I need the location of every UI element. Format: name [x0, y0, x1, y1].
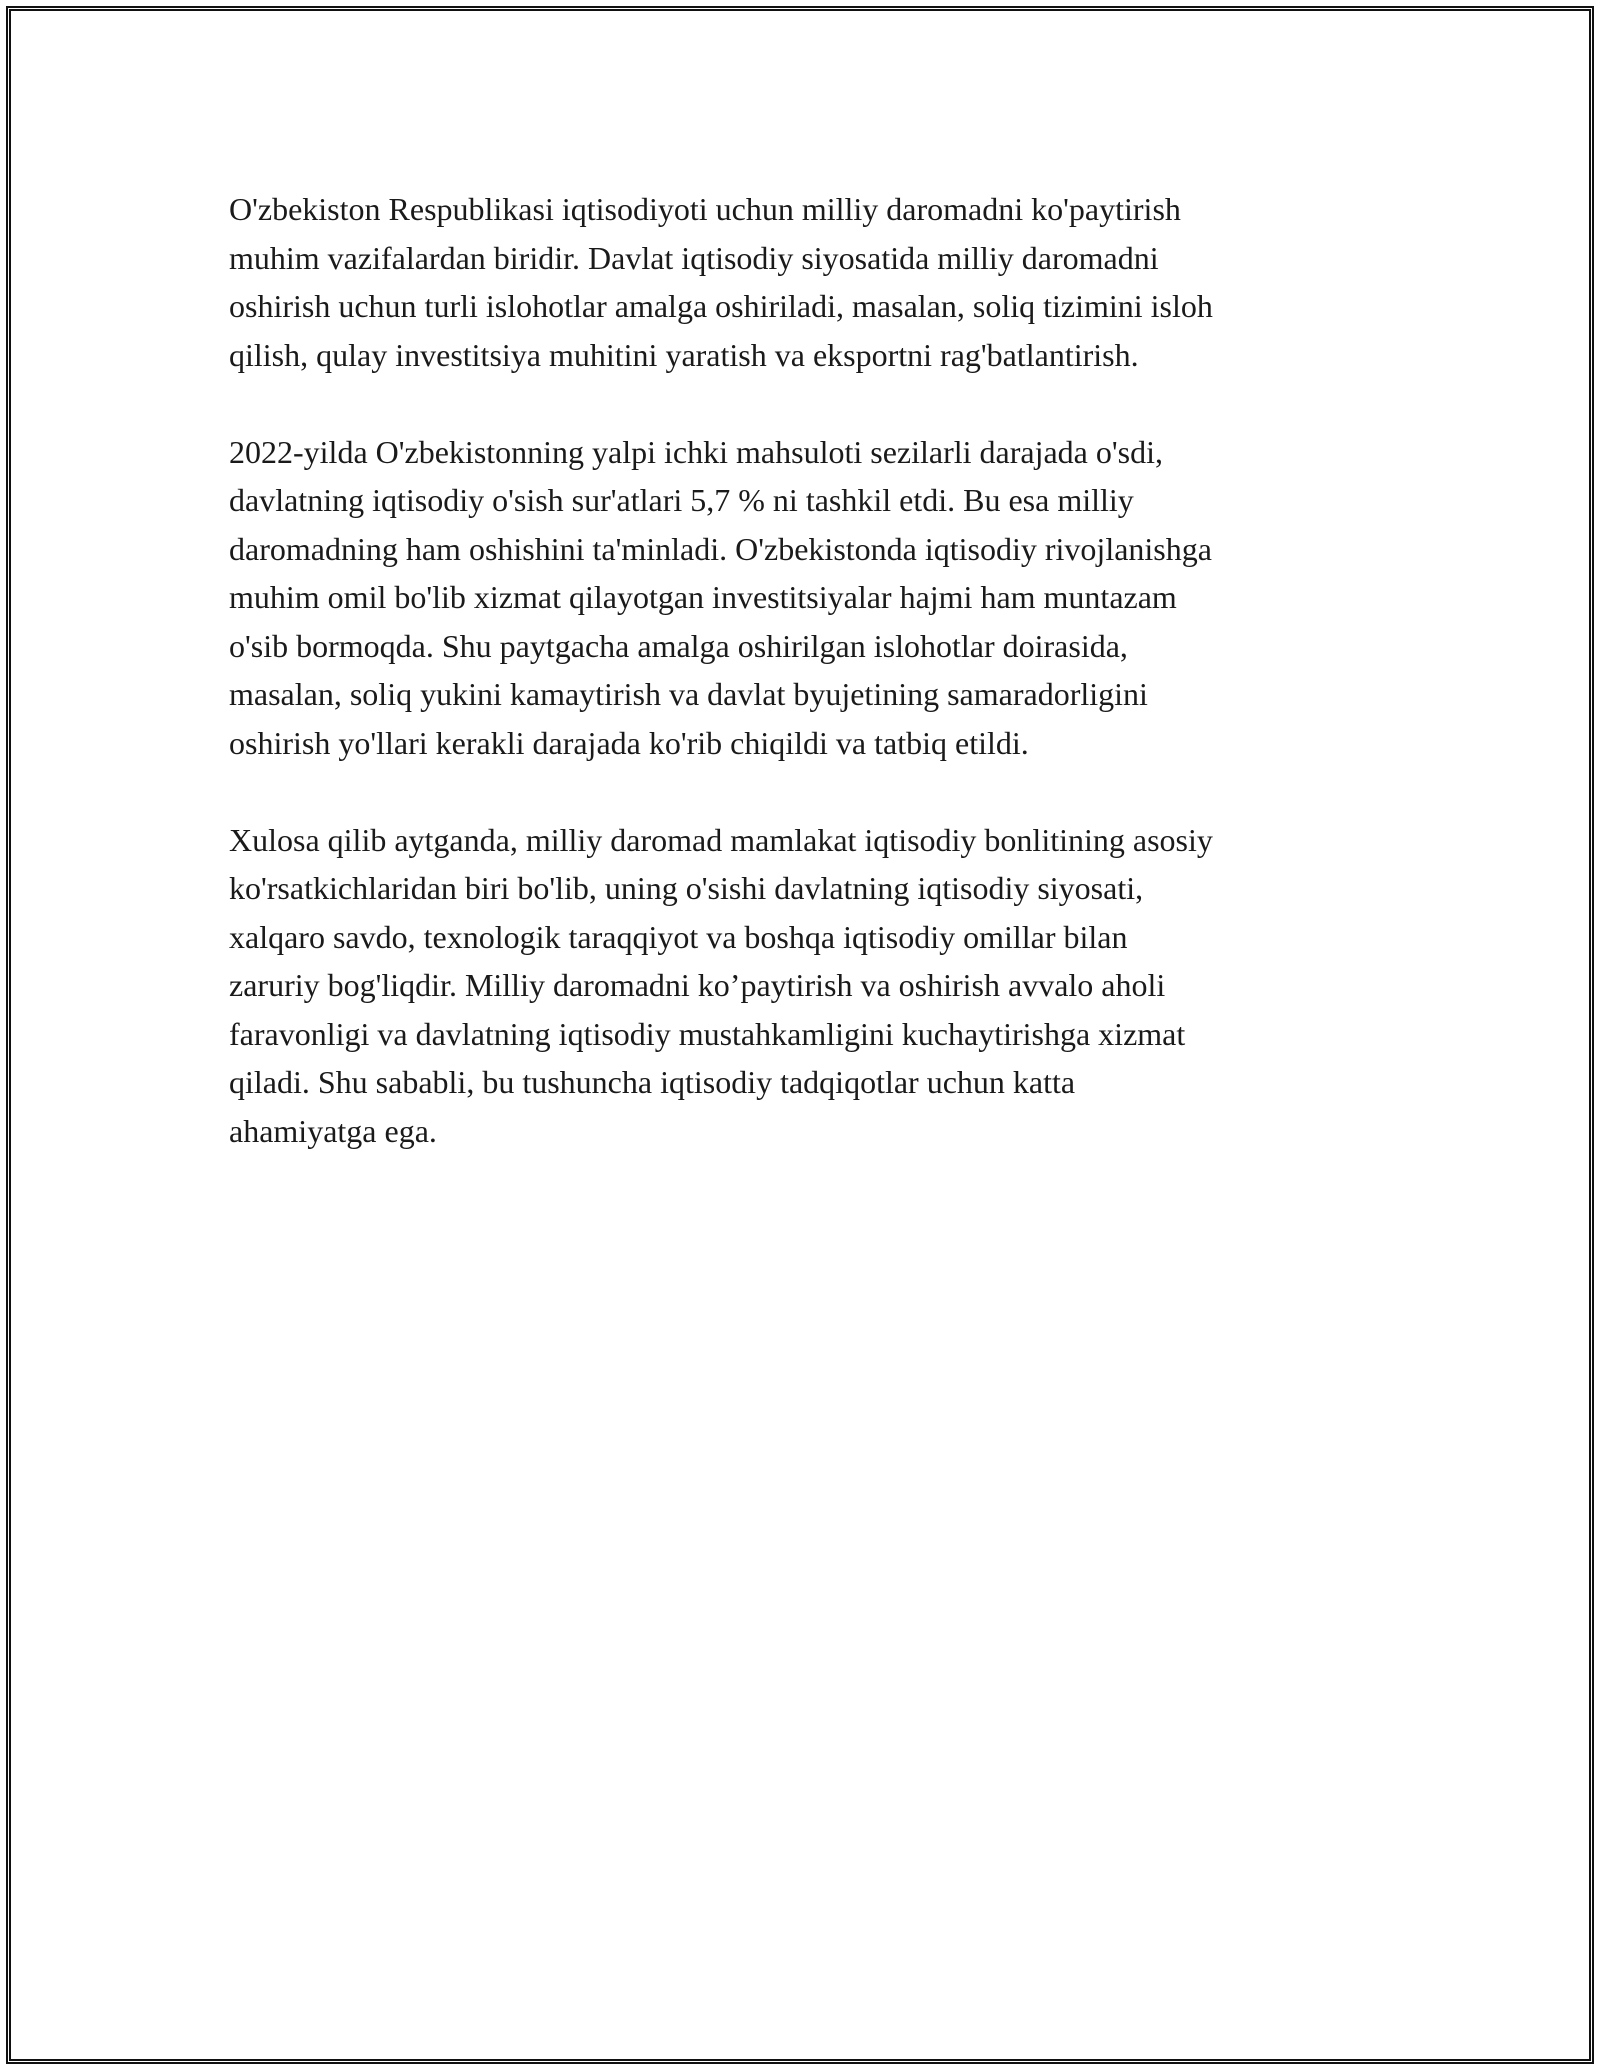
- text-line: xalqaro savdo, texnologik taraqqiyot va boshqa iqtisodiy omillar bilan: [229, 918, 1128, 955]
- text-line: daromadning ham oshishini ta'minladi. O'zbekistonda iqtisodiy rivojlanishga: [229, 530, 1212, 567]
- text-line: O'zbekiston Respublikasi iqtisodiyoti uchun milliy daromadni ko'paytirish: [229, 191, 1181, 227]
- text-line: zaruriy bog'liqdir. Milliy daromadni ko’paytirish va oshirish avvalo aholi: [229, 967, 1166, 1003]
- paragraph-2: [229, 428, 1375, 768]
- text-line: masalan, soliq yukini kamaytirish va davlat byujetining samaradorligini: [229, 676, 1148, 712]
- text-line: ko'rsatkichlaridan biri bo'lib, uning o'sishi davlatning iqtisodiy siyosati,: [229, 870, 1144, 906]
- document-body: [229, 185, 1375, 1204]
- text-line: Xulosa qilib aytganda, milliy daromad mamlakat iqtisodiy bonlitining asosiy: [229, 821, 1213, 858]
- text-line: 2022-yilda O'zbekistonning yalpi ichki mahsuloti sezilarli darajada o'sdi,: [229, 433, 1163, 470]
- text-line: muhim vazifalardan biridir. Davlat iqtisodiy siyosatida milliy daromadni: [229, 239, 1159, 276]
- text-line: qilish, qulay investitsiya muhitini yaratish va eksportni rag'batlantirish.: [229, 336, 1139, 373]
- text-line: ahamiyatga ega.: [229, 1112, 437, 1149]
- text-line: oshirish yo'llari kerakli darajada ko'rib chiqildi va tatbiq etildi.: [229, 724, 1029, 761]
- text-line: oshirish uchun turli islohotlar amalga oshiriladi, masalan, soliq tizimini isloh: [229, 288, 1213, 324]
- text-line: faravonligi va davlatning iqtisodiy mustahkamligini kuchaytirishga xizmat: [229, 1015, 1186, 1052]
- text-line: qiladi. Shu sababli, bu tushuncha iqtisodiy tadqiqotlar uchun katta: [229, 1064, 1076, 1100]
- paragraph-3: [229, 816, 1375, 1156]
- text-line: muhim omil bo'lib xizmat qilayotgan investitsiyalar hajmi ham muntazam: [229, 579, 1177, 615]
- text-line: davlatning iqtisodiy o'sish sur'atlari 5,7 % ni tashkil etdi. Bu esa milliy: [229, 482, 1134, 518]
- paragraph-1: [229, 185, 1375, 379]
- text-line: o'sib bormoqda. Shu paytgacha amalga oshirilgan islohotlar doirasida,: [229, 627, 1128, 664]
